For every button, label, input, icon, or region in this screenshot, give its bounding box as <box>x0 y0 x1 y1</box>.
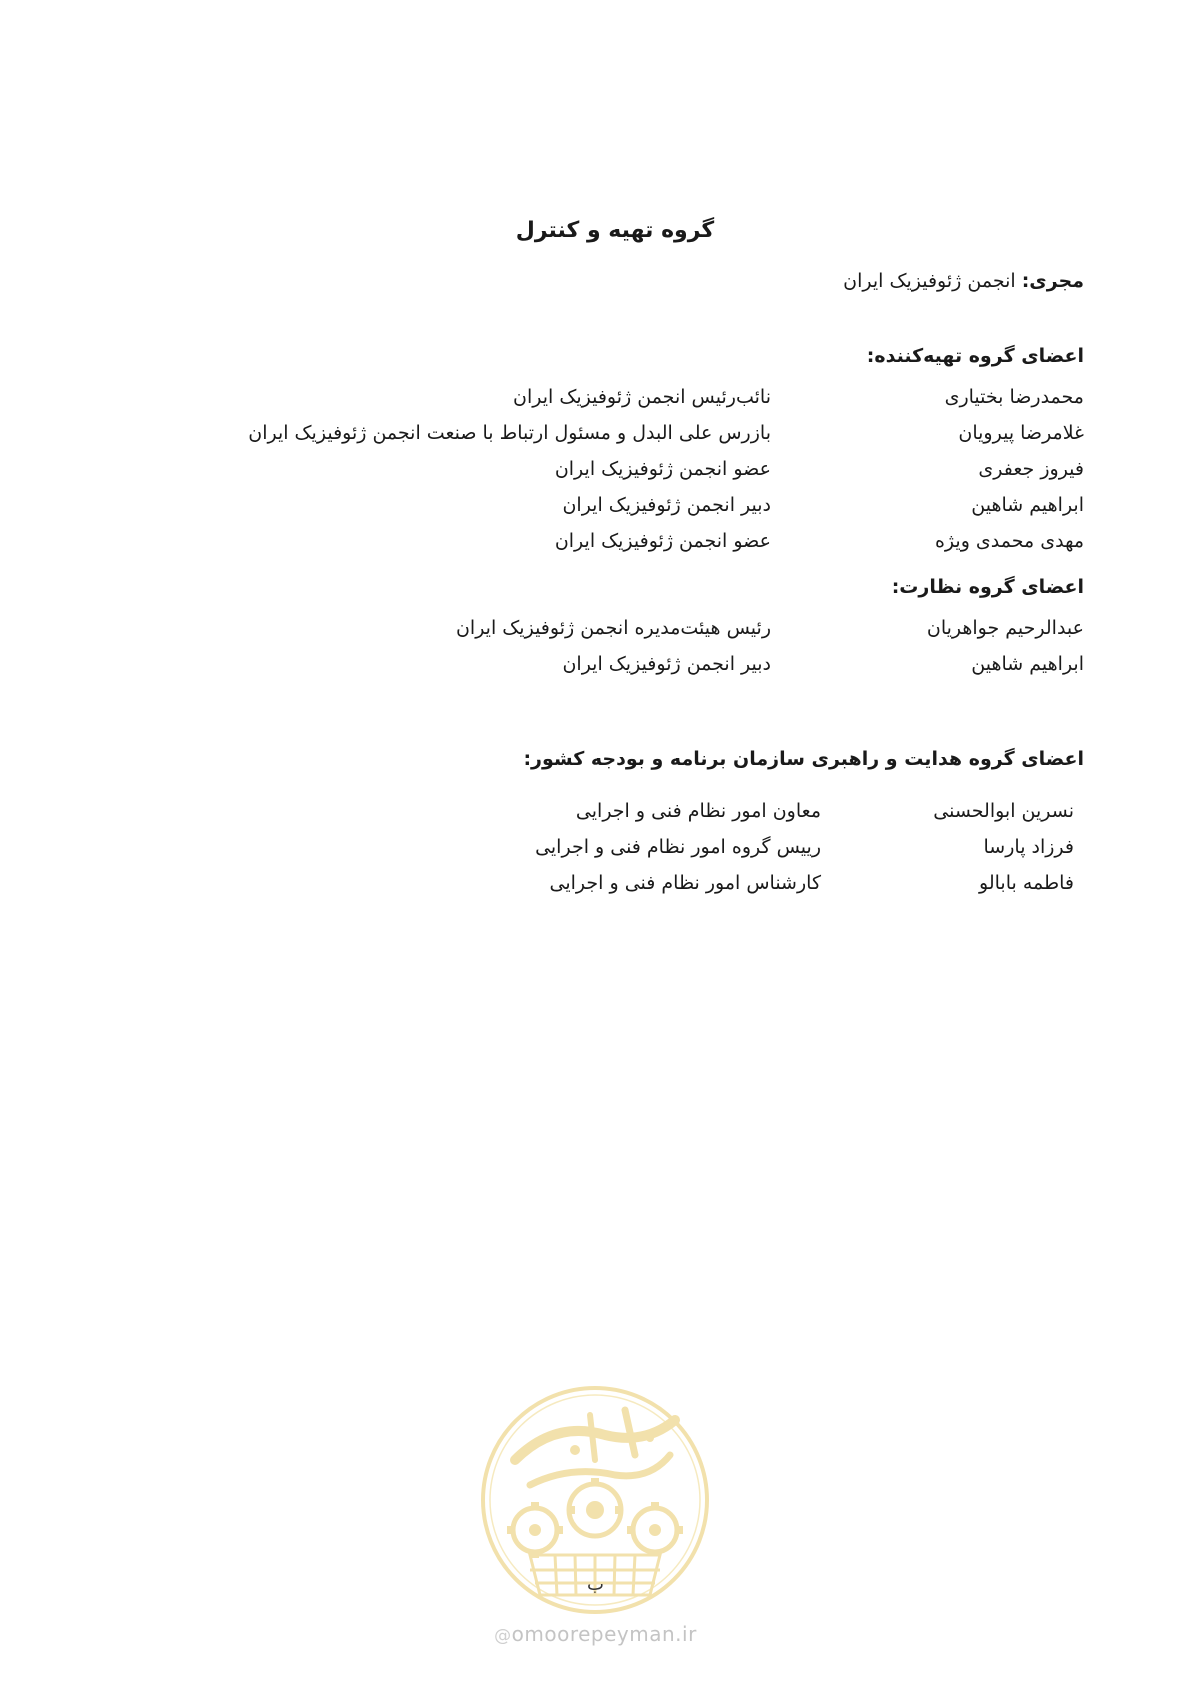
member-row <box>0 800 1191 828</box>
watermark-url <box>0 1622 1191 1646</box>
member-row <box>0 386 1191 414</box>
member-name: غلامرضا پیرویان <box>958 422 1084 444</box>
member-name: مهدی محمدی ویژه <box>934 530 1084 552</box>
member-name: نسرین ابوالحسنی <box>933 800 1074 822</box>
member-role: عضو انجمن ژئوفیزیک ایران <box>554 530 771 552</box>
member-name: فاطمه بابالو <box>979 872 1074 894</box>
member-role: دبیر انجمن ژئوفیزیک ایران <box>562 494 771 516</box>
member-role: دبیر انجمن ژئوفیزیک ایران <box>562 653 771 675</box>
supervisors-heading: اعضای گروه نظارت: <box>891 576 1084 598</box>
guidance-heading: اعضای گروه هدایت و راهبری سازمان برنامه و بودجه کشور: <box>523 748 1084 770</box>
page-number: ب <box>587 1574 604 1595</box>
member-name: ابراهیم شاهین <box>971 653 1084 675</box>
member-name: فیروز جعفری <box>978 458 1084 480</box>
preparers-heading: اعضای گروه تهیه‌کننده: <box>866 345 1084 367</box>
member-row <box>0 836 1191 864</box>
member-role: عضو انجمن ژئوفیزیک ایران <box>554 458 771 480</box>
member-name: فرزاد پارسا <box>983 836 1074 858</box>
member-role: معاون امور نظام فنی و اجرایی <box>575 800 821 822</box>
member-row <box>0 458 1191 486</box>
member-name: عبدالرحیم جواهریان <box>926 617 1084 639</box>
watermark-url-text: omoorepeyman.ir <box>511 1622 697 1646</box>
member-role: کارشناس امور نظام فنی و اجرایی <box>549 872 821 894</box>
member-row <box>0 422 1191 450</box>
member-role: رییس گروه امور نظام فنی و اجرایی <box>535 836 821 858</box>
executor-line <box>843 270 1084 292</box>
member-role: نائب‌رئیس انجمن ژئوفیزیک ایران <box>513 386 771 408</box>
member-row <box>0 653 1191 681</box>
member-name: ابراهیم شاهین <box>971 494 1084 516</box>
member-row <box>0 617 1191 645</box>
member-row <box>0 530 1191 558</box>
member-role: رئیس هیئت‌مدیره انجمن ژئوفیزیک ایران <box>455 617 771 639</box>
member-role: بازرس علی البدل و مسئول ارتباط با صنعت انجمن ژئوفیزیک ایران <box>248 422 771 444</box>
executor-value: انجمن ژئوفیزیک ایران <box>843 270 1022 292</box>
executor-label: مجری: <box>1021 270 1084 292</box>
member-row <box>0 494 1191 522</box>
page-title: گروه تهیه و کنترل <box>515 218 715 243</box>
member-name: محمدرضا بختیاری <box>944 386 1084 408</box>
at-sign: @ <box>494 1626 512 1646</box>
member-row <box>0 872 1191 900</box>
